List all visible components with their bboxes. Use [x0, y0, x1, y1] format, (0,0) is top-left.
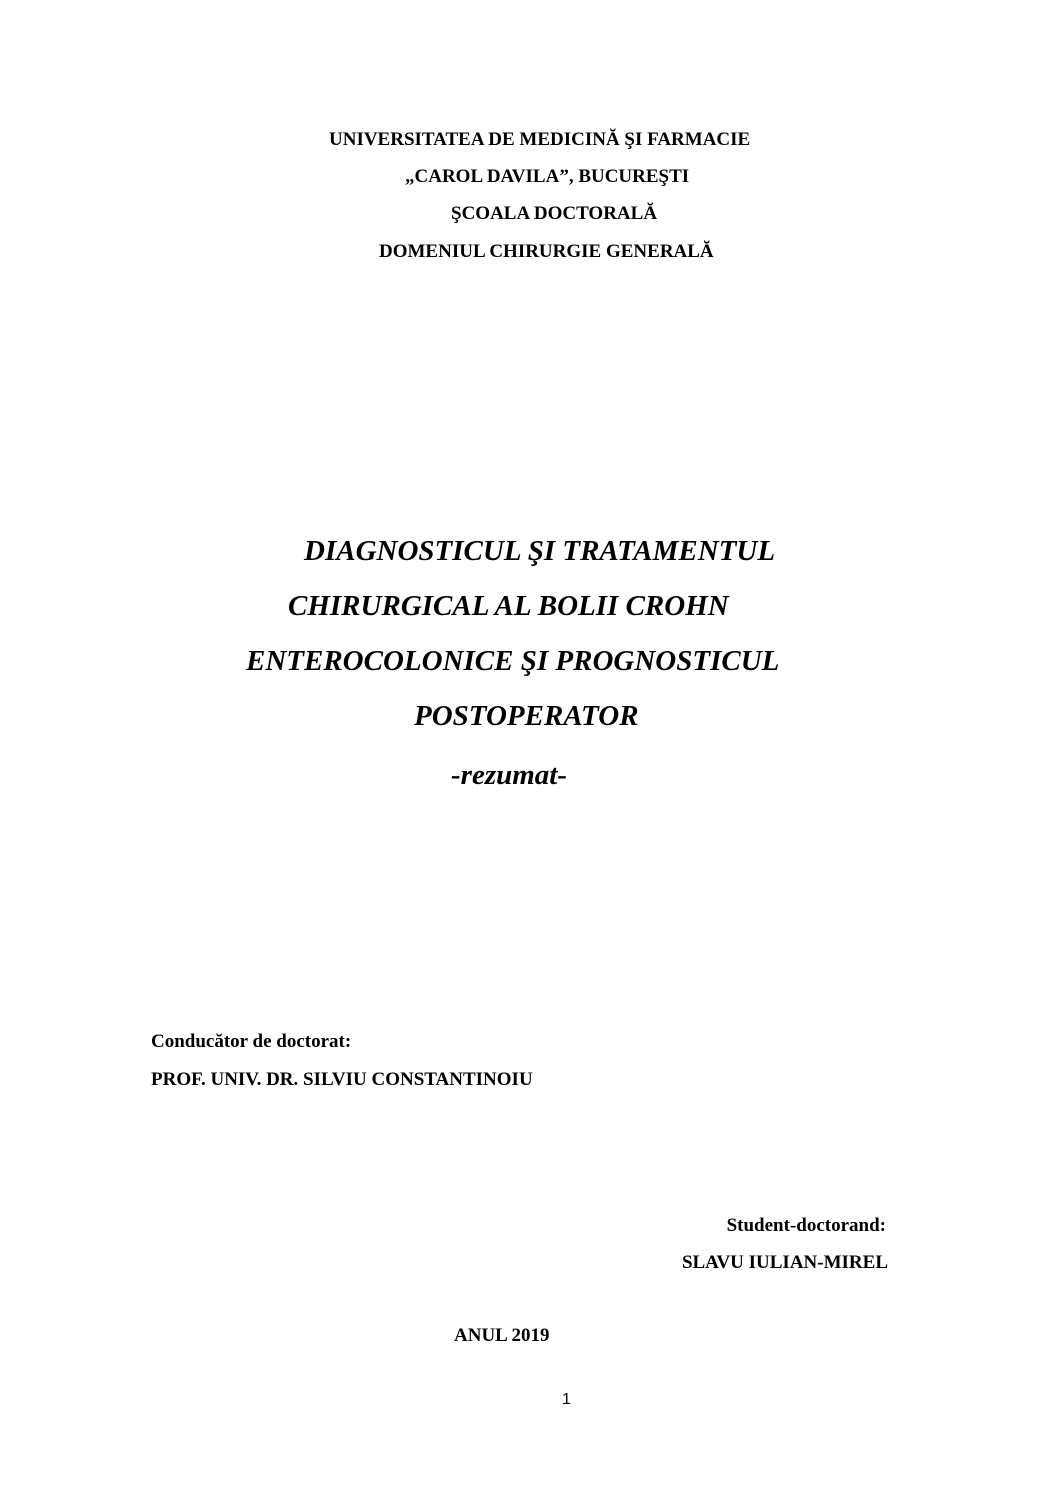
year-line: ANUL 2019 — [454, 1325, 550, 1346]
page-number: 1 — [562, 1391, 571, 1408]
thesis-title-line-4: POSTOPERATOR — [414, 700, 639, 732]
domain-line: DOMENIUL CHIRURGIE GENERALĂ — [379, 241, 714, 262]
student-label: Student-doctorand: — [726, 1215, 886, 1236]
supervisor-label: Conducător de doctorat: — [151, 1031, 352, 1052]
university-line: UNIVERSITATEA DE MEDICINĂ ŞI FARMACIE — [329, 129, 751, 150]
thesis-title-line-1: DIAGNOSTICUL ŞI TRATAMENTUL — [304, 535, 776, 567]
thesis-title-line-2: CHIRURGICAL AL BOLII CROHN — [288, 590, 729, 622]
supervisor-name: PROF. UNIV. DR. SILVIU CONSTANTINOIU — [151, 1069, 533, 1090]
doctoral-school-line: ŞCOALA DOCTORALĂ — [451, 203, 658, 224]
thesis-title-line-3: ENTEROCOLONICE ŞI PROGNOSTICUL — [246, 645, 780, 677]
student-name: SLAVU IULIAN-MIREL — [681, 1252, 888, 1273]
thesis-subtitle: -rezumat- — [451, 759, 567, 791]
university-name-line: „CAROL DAVILA”, BUCUREŞTI — [405, 166, 690, 187]
